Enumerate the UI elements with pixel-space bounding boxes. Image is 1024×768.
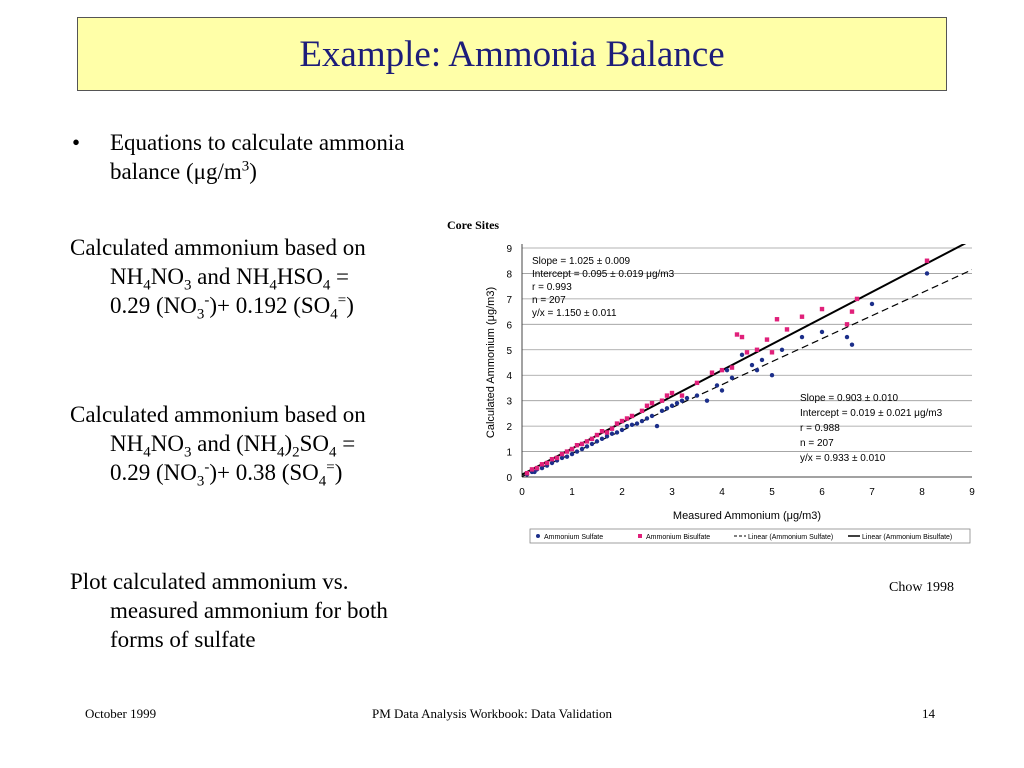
bisulfate-stat-text: Slope = 1.025 ± 0.009 [532, 256, 631, 267]
data-point [730, 365, 734, 369]
data-point [540, 462, 544, 466]
data-point [630, 423, 634, 427]
data-point [670, 404, 674, 408]
equation-1 [70, 233, 470, 323]
data-point [680, 393, 684, 397]
data-point [615, 430, 619, 434]
data-point [695, 381, 699, 385]
data-point [870, 302, 874, 306]
data-point [580, 442, 584, 446]
data-point [555, 456, 559, 460]
equation-1-line-3: 0.29 $(NO_3^-)+ 0.192$ $(SO_4^=)$ [110, 292, 354, 323]
data-point [585, 439, 589, 443]
data-point [610, 426, 614, 430]
data-point [605, 430, 609, 434]
data-point [820, 330, 824, 334]
data-point [675, 401, 679, 405]
x-tick-label: 6 [819, 487, 825, 498]
data-point [855, 297, 859, 301]
data-point [560, 452, 564, 456]
legend-entry: Ammonium Bisulfate [646, 534, 711, 541]
bisulfate-stat-text: r = 0.993 [532, 282, 572, 293]
data-point [765, 337, 769, 341]
data-point [770, 373, 774, 377]
data-point [760, 358, 764, 362]
data-point [595, 439, 599, 443]
x-tick-label: 5 [769, 487, 775, 498]
data-point [665, 406, 669, 410]
data-point [580, 447, 584, 451]
data-point [730, 376, 734, 380]
data-point [585, 444, 589, 448]
bullet-line-2: balance $(\mu g/m^3)$ [110, 158, 257, 184]
data-point [845, 335, 849, 339]
data-point [845, 322, 849, 326]
x-tick-label: 2 [619, 487, 625, 498]
data-point [660, 409, 664, 413]
y-tick-label: 6 [506, 320, 512, 332]
footer-page-number: 14 [922, 706, 935, 721]
data-point [850, 342, 854, 346]
y-axis-label: Calculated Ammonium (μg/m3) [485, 286, 497, 439]
y-tick-label: 0 [506, 473, 512, 484]
equation-1-line-2: $NH_4NO_3$ and $NH_4HSO_4$ = [110, 264, 350, 294]
x-tick-label: 1 [569, 487, 575, 498]
data-point [705, 398, 709, 402]
data-point [615, 421, 619, 425]
data-point [800, 335, 804, 339]
data-point [550, 461, 554, 465]
bisulfate-stat-text: Intercept = 0.095 ± 0.019 μg/m3 [532, 269, 675, 280]
data-point [670, 391, 674, 395]
data-point [565, 449, 569, 453]
x-tick-label: 9 [969, 487, 975, 498]
data-point [770, 350, 774, 354]
data-point [590, 437, 594, 441]
x-tick-label: 0 [519, 487, 525, 498]
data-point [640, 419, 644, 423]
plot-instruction-line-2: measured ammonium for both [110, 598, 388, 623]
data-point [820, 307, 824, 311]
equation-2-heading: Calculated ammonium based on [70, 402, 366, 427]
data-point [725, 368, 729, 372]
data-point [620, 428, 624, 432]
sulfate-stat-text: Slope = 0.903 ± 0.010 [800, 393, 899, 404]
equation-2-line-3: 0.29 $(NO_3^-)+ 0.38$ $(SO_4^=)$ [110, 459, 343, 490]
x-tick-label: 8 [919, 487, 925, 498]
data-point [685, 396, 689, 400]
data-point [525, 471, 529, 475]
y-tick-label: 9 [506, 244, 512, 255]
data-point [695, 393, 699, 397]
data-point [600, 429, 604, 433]
data-point [545, 461, 549, 465]
equation-1-heading: Calculated ammonium based on [70, 235, 366, 260]
plot-instruction-line-3: forms of sulfate [110, 627, 256, 652]
data-point [745, 350, 749, 354]
data-point [665, 393, 669, 397]
footer-date: October 1999 [85, 706, 157, 721]
data-point [535, 466, 539, 470]
data-point [800, 315, 804, 319]
data-point [625, 424, 629, 428]
data-point [625, 416, 629, 420]
plot-instruction-line-1: Plot calculated ammonium vs. [70, 569, 349, 594]
data-point [645, 404, 649, 408]
data-point [720, 388, 724, 392]
y-tick-label: 2 [506, 422, 512, 434]
data-point [605, 434, 609, 438]
data-point [785, 327, 789, 331]
sulfate-stat-text: y/x = 0.933 ± 0.010 [800, 453, 886, 464]
data-point [575, 443, 579, 447]
data-point [645, 416, 649, 420]
data-point [620, 419, 624, 423]
title-box [77, 17, 947, 91]
bullet-symbol: • [72, 130, 81, 155]
x-tick-label: 3 [669, 487, 675, 498]
data-point [550, 457, 554, 461]
data-point [755, 348, 759, 352]
data-point [530, 467, 534, 471]
source-credit: Chow 1998 [889, 580, 954, 595]
legend-entry: Ammonium Sulfate [544, 534, 604, 541]
footer-center: PM Data Analysis Workbook: Data Validation [372, 706, 613, 721]
x-axis-label: Measured Ammonium (μg/m3) [672, 510, 822, 522]
data-point [575, 449, 579, 453]
data-point [720, 368, 724, 372]
data-point [740, 335, 744, 339]
y-tick-label: 5 [506, 345, 512, 357]
data-point [560, 456, 564, 460]
data-point [600, 437, 604, 441]
x-tick-label: 7 [869, 487, 875, 498]
chart-title: Core Sites [447, 218, 500, 232]
data-point [595, 433, 599, 437]
data-point [710, 370, 714, 374]
data-point [640, 409, 644, 413]
bullet-line-1: Equations to calculate ammonia [110, 130, 405, 155]
data-point [775, 317, 779, 321]
bullet-item [70, 128, 490, 186]
bisulfate-stat-text: n = 207 [532, 295, 566, 306]
data-point [740, 353, 744, 357]
slide-title: Example: Ammonia Balance [299, 33, 725, 75]
data-point [850, 309, 854, 313]
data-point [780, 348, 784, 352]
data-point [680, 398, 684, 402]
data-point [660, 398, 664, 402]
data-point [540, 466, 544, 470]
plot-instruction [70, 567, 490, 654]
y-tick-label: 1 [506, 447, 512, 459]
data-point [735, 332, 739, 336]
bisulfate-stat-text: y/x = 1.150 ± 0.011 [532, 308, 617, 319]
sulfate-stat-text: n = 207 [800, 438, 834, 449]
data-point [570, 447, 574, 451]
data-point [750, 363, 754, 367]
legend-marker-bisulfate [638, 534, 642, 538]
data-point [570, 452, 574, 456]
y-tick-label: 7 [506, 294, 512, 306]
data-point [925, 271, 929, 275]
legend-marker-sulfate [536, 534, 540, 538]
data-point [650, 401, 654, 405]
data-point [590, 442, 594, 446]
equation-2 [70, 400, 470, 490]
data-point [715, 383, 719, 387]
equation-2-line-2: $NH_4NO_3$ and $(NH_4)_2SO_4$ = [110, 431, 356, 461]
data-point [565, 454, 569, 458]
legend-entry: Linear (Ammonium Bisulfate) [862, 534, 953, 541]
sulfate-stat-text: Intercept = 0.019 ± 0.021 μg/m3 [800, 408, 943, 419]
data-point [755, 368, 759, 372]
y-tick-label: 8 [506, 269, 512, 281]
data-point [925, 259, 929, 263]
scatter-chart [470, 232, 980, 552]
data-point [630, 414, 634, 418]
sulfate-stat-text: r = 0.988 [800, 423, 840, 434]
x-tick-label: 4 [719, 487, 725, 498]
data-point [610, 432, 614, 436]
y-tick-label: 3 [506, 396, 512, 408]
data-point [635, 421, 639, 425]
data-point [655, 424, 659, 428]
legend-entry: Linear (Ammonium Sulfate) [748, 534, 834, 541]
y-tick-label: 4 [506, 371, 512, 383]
data-point [650, 414, 654, 418]
